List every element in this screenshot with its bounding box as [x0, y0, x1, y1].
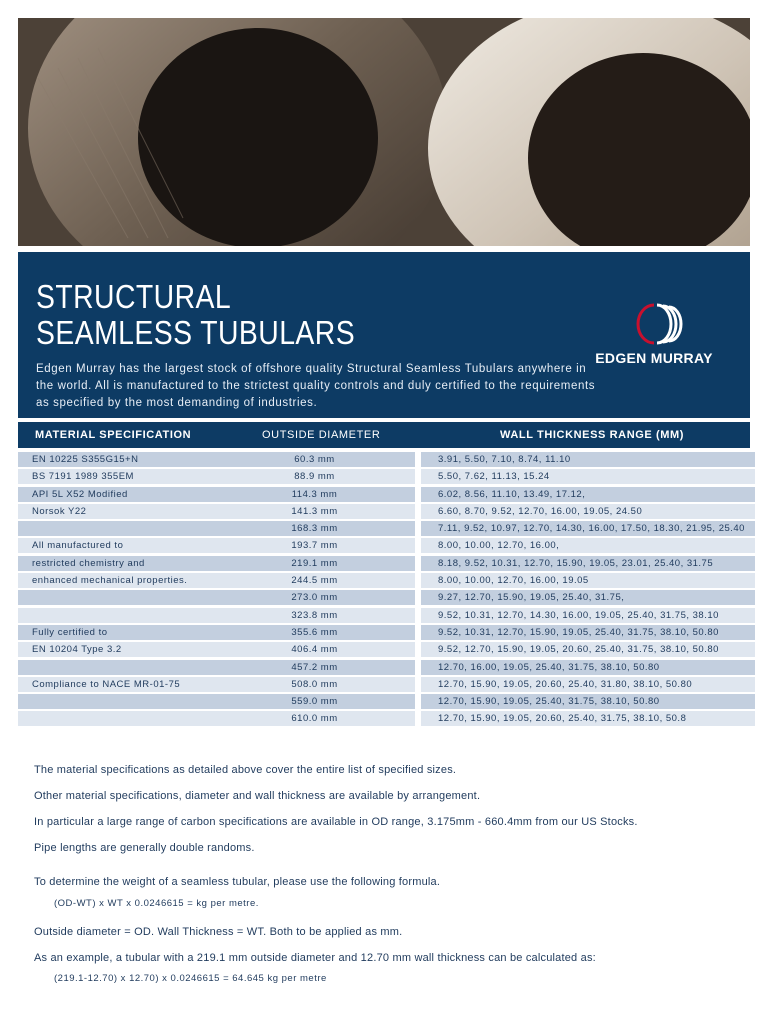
cell-outside-diameter: 610.0 mm	[214, 711, 415, 726]
weight-example: (219.1-12.70) x 12.70) x 0.0246615 = 64.645 kg per metre	[54, 973, 327, 984]
note-spec-coverage: The material specifications as detailed above cover the entire list of specified sizes.	[34, 764, 457, 776]
cell-material-spec: All manufactured to	[18, 538, 222, 553]
cell-wall-thickness: 12.70, 15.90, 19.05, 25.40, 31.75, 38.10, 50.80	[421, 694, 755, 709]
cell-outside-diameter: 114.3 mm	[214, 487, 415, 502]
cell-outside-diameter: 168.3 mm	[214, 521, 415, 536]
page-title-line-2: SEAMLESS TUBULARS	[36, 314, 356, 351]
intro-paragraph: Edgen Murray has the largest stock of offshore quality Structural Seamless Tubulars anywhere in the world. All is manufactured to the strictest quality controls and duly certified to the requirements as specified by the most demanding of industries.	[36, 363, 596, 409]
cell-outside-diameter: 273.0 mm	[214, 590, 415, 605]
cell-material-spec: Compliance to NACE MR-01-75	[18, 677, 222, 692]
cell-material-spec	[18, 711, 222, 726]
cell-material-spec	[18, 608, 222, 623]
header-outside-diameter: OUTSIDE DIAMETER	[262, 429, 381, 441]
cell-outside-diameter: 193.7 mm	[214, 538, 415, 553]
table-row	[18, 451, 750, 468]
note-other-specs: Other material specifications, diameter and wall thickness are available by arrangement.	[34, 790, 481, 802]
note-carbon-range: In particular a large range of carbon specifications are available in OD range, 3.175mm - 660.4mm from our US Stocks.	[34, 816, 638, 828]
cell-wall-thickness: 8.18, 9.52, 10.31, 12.70, 15.90, 19.05, 23.01, 25.40, 31.75	[421, 556, 755, 571]
header-wall-thickness-range: WALL THICKNESS RANGE (MM)	[500, 429, 685, 441]
cell-wall-thickness: 9.52, 10.31, 12.70, 15.90, 19.05, 25.40, 31.75, 38.10, 50.80	[421, 625, 755, 640]
cell-outside-diameter: 508.0 mm	[214, 677, 415, 692]
cell-outside-diameter: 88.9 mm	[214, 469, 415, 484]
cell-outside-diameter: 406.4 mm	[214, 642, 415, 657]
cell-material-spec	[18, 694, 222, 709]
cell-material-spec: BS 7191 1989 355EM	[18, 469, 222, 484]
table-row	[18, 520, 750, 537]
table-row	[18, 486, 750, 503]
note-weight-intro: To determine the weight of a seamless tubular, please use the following formula.	[34, 876, 441, 888]
cell-wall-thickness: 3.91, 5.50, 7.10, 8.74, 11.10	[421, 452, 755, 467]
cell-material-spec: enhanced mechanical properties.	[18, 573, 222, 588]
table-row	[18, 676, 750, 693]
cell-material-spec	[18, 590, 222, 605]
cell-wall-thickness: 12.70, 15.90, 19.05, 20.60, 25.40, 31.80, 38.10, 50.80	[421, 677, 755, 692]
table-row	[18, 693, 750, 710]
cell-wall-thickness: 9.52, 12.70, 15.90, 19.05, 20.60, 25.40, 31.75, 38.10, 50.80	[421, 642, 755, 657]
table-header	[18, 422, 750, 448]
edgen-murray-logo	[584, 300, 724, 370]
note-example-intro: As an example, a tubular with a 219.1 mm outside diameter and 12.70 mm wall thickness can be calculated as:	[34, 952, 596, 964]
cell-outside-diameter: 219.1 mm	[214, 556, 415, 571]
cell-wall-thickness: 12.70, 16.00, 19.05, 25.40, 31.75, 38.10, 50.80	[421, 660, 755, 675]
table-row	[18, 624, 750, 641]
table-row	[18, 537, 750, 554]
cell-material-spec	[18, 521, 222, 536]
cell-material-spec: restricted chemistry and	[18, 556, 222, 571]
title-banner	[18, 252, 750, 418]
table-row	[18, 503, 750, 520]
cell-outside-diameter: 141.3 mm	[214, 504, 415, 519]
table-row	[18, 607, 750, 624]
cell-wall-thickness: 8.00, 10.00, 12.70, 16.00,	[421, 538, 755, 553]
cell-outside-diameter: 355.6 mm	[214, 625, 415, 640]
edgen-murray-arcs-logo-icon	[584, 300, 724, 348]
hero-photo-tubulars	[18, 18, 750, 246]
cell-wall-thickness: 6.60, 8.70, 9.52, 12.70, 16.00, 19.05, 24.50	[421, 504, 755, 519]
cell-wall-thickness: 7.11, 9.52, 10.97, 12.70, 14.30, 16.00, 17.50, 18.30, 21.95, 25.40	[421, 521, 755, 536]
cell-outside-diameter: 559.0 mm	[214, 694, 415, 709]
cell-wall-thickness: 9.52, 10.31, 12.70, 14.30, 16.00, 19.05, 25.40, 31.75, 38.10	[421, 608, 755, 623]
cell-material-spec: EN 10204 Type 3.2	[18, 642, 222, 657]
table-row	[18, 659, 750, 676]
table-row	[18, 555, 750, 572]
cell-wall-thickness: 5.50, 7.62, 11.13, 15.24	[421, 469, 755, 484]
note-pipe-lengths: Pipe lengths are generally double randoms.	[34, 842, 255, 854]
cell-material-spec	[18, 660, 222, 675]
page-title-line-1: STRUCTURAL	[36, 278, 232, 315]
cell-wall-thickness: 9.27, 12.70, 15.90, 19.05, 25.40, 31.75,	[421, 590, 755, 605]
table-row	[18, 641, 750, 658]
header-material-specification: MATERIAL SPECIFICATION	[35, 429, 192, 441]
logo-wordmark: EDGEN MURRAY	[595, 350, 713, 366]
table-row	[18, 710, 750, 727]
cell-outside-diameter: 60.3 mm	[214, 452, 415, 467]
cell-wall-thickness: 8.00, 10.00, 12.70, 16.00, 19.05	[421, 573, 755, 588]
cell-wall-thickness: 12.70, 15.90, 19.05, 20.60, 25.40, 31.75, 38.10, 50.8	[421, 711, 755, 726]
cell-outside-diameter: 323.8 mm	[214, 608, 415, 623]
table-row	[18, 572, 750, 589]
cell-outside-diameter: 457.2 mm	[214, 660, 415, 675]
cell-material-spec: API 5L X52 Modified	[18, 487, 222, 502]
cell-material-spec: EN 10225 S355G15+N	[18, 452, 222, 467]
cell-material-spec: Norsok Y22	[18, 504, 222, 519]
note-definitions: Outside diameter = OD. Wall Thickness = WT. Both to be applied as mm.	[34, 926, 403, 938]
cell-outside-diameter: 244.5 mm	[214, 573, 415, 588]
tubulars-table-body	[18, 451, 750, 728]
cell-wall-thickness: 6.02, 8.56, 11.10, 13.49, 17.12,	[421, 487, 755, 502]
cell-material-spec: Fully certified to	[18, 625, 222, 640]
weight-formula: (OD-WT) x WT x 0.0246615 = kg per metre.	[54, 898, 259, 909]
tubular-illustration	[18, 18, 750, 246]
table-row	[18, 468, 750, 485]
table-row	[18, 589, 750, 606]
